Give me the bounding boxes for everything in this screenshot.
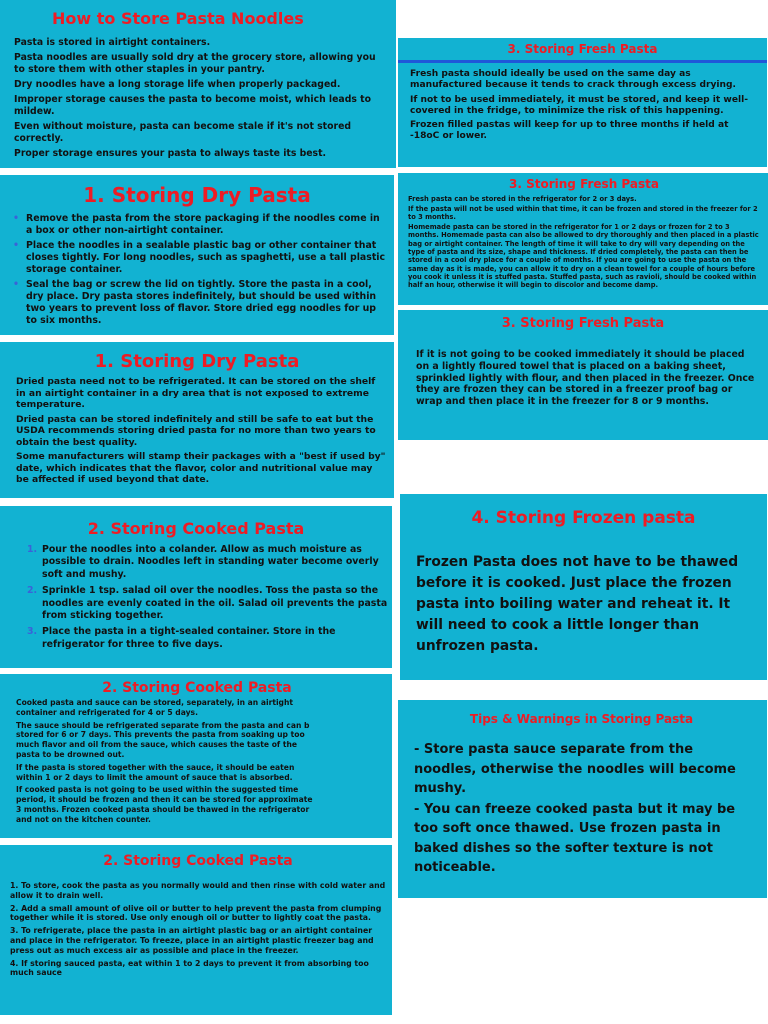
- cooked-pasta-card-notes: [0, 674, 392, 838]
- cooked-pasta-paragraph: Cooked pasta and sauce can be stored, separately, in an airtight container and refrigerated for 4 or 5 days.: [16, 698, 294, 717]
- fresh-pasta-card-details: [398, 173, 768, 305]
- fresh-pasta-body: [398, 63, 767, 143]
- list-number: 2.: [27, 585, 38, 597]
- cooked-pasta-list: [27, 544, 388, 651]
- intro-title: How to Store Pasta Noodles: [52, 9, 304, 28]
- list-item: [27, 626, 388, 651]
- dry-pasta-paragraph: Dried pasta need not to be refrigerated. It can be stored on the shelf in an airtight container in a dry area that is not exposed to extreme temperature.: [16, 376, 376, 411]
- intro-paragraph: Even without moisture, pasta can become stale if it's not stored correctly.: [14, 120, 352, 144]
- fresh-pasta-paragraph: If not to be used immediately, it must be stored, and keep it well-covered in the fridge, to minimize the risk of this happening.: [410, 94, 748, 116]
- cooked-pasta-step: 3. To refrigerate, place the pasta in an airtight plastic bag or an airtight container and place in the refrigerator. To freeze, place in an airtight plastic freezer bag and press out as much excess air as possible and place in the freezer.: [10, 926, 374, 955]
- cooked-pasta-paragraph: If the pasta is stored together with the sauce, it should be eaten within 1 or 2 days to limit the amount of sauce that is absorbed.: [16, 762, 295, 782]
- list-item: [27, 544, 388, 581]
- cooked-pasta-title: 2. Storing Cooked Pasta: [102, 680, 292, 696]
- fresh-pasta-card-intro: [398, 38, 767, 167]
- list-number: 3.: [27, 626, 38, 638]
- tips-title: Tips & Warnings in Storing Pasta: [469, 712, 694, 726]
- dry-pasta-paragraph: Some manufacturers will stamp their packages with a "best if used by" date, which indicates that the flavor, color and nutritional value may be affected if used beyond that date.: [16, 451, 386, 486]
- fresh-pasta-paragraph: Frozen filled pastas will keep for up to three months if held at -18oC or lower.: [410, 120, 729, 142]
- fresh-pasta-paragraph: Fresh pasta should ideally be used on the same day as manufactured because it tends to crack through excess drying.: [410, 69, 736, 91]
- frozen-pasta-paragraph: Frozen Pasta does not have to be thawed before it is cooked. Just place the frozen pasta into boiling water and reheat it. It will need to cook a little longer than unfrozen pasta.: [416, 554, 739, 654]
- intro-paragraph: Proper storage ensures your pasta to always taste its best.: [14, 147, 327, 159]
- fresh-pasta-card-freezing: [398, 310, 768, 440]
- dry-pasta-paragraph: Dried pasta can be stored indefinitely and still be safe to eat but the USDA recommends storing dried pasta for no more than two years to obtain the best quality.: [16, 413, 376, 448]
- frozen-pasta-title: 4. Storing Frozen pasta: [471, 508, 696, 528]
- fresh-pasta-paragraph: If the pasta will not be used within that time, it can be frozen and stored in the freezer for 2 to 3 months.: [408, 204, 758, 222]
- dry-pasta-list: [26, 213, 386, 328]
- cooked-pasta-title: 2. Storing Cooked Pasta: [87, 519, 305, 538]
- list-item: [27, 585, 388, 622]
- list-item-text: Pour the noodles into a colander. Allow as much moisture as possible to drain. Noodles left in standing water become overly soft and mushy.: [42, 544, 379, 580]
- list-item-text: Place the pasta in a tight-sealed container. Store in the refrigerator for three to five days.: [42, 626, 336, 650]
- tips-paragraph: - You can freeze cooked pasta but it may be too soft once thawed. Use frozen pasta in baked dishes so the softer texture is not noticeable.: [414, 801, 736, 875]
- fresh-pasta-paragraph: If it is not going to be cooked immediately it should be placed on a lightly floured towel that is placed on a baking sheet, sprinkled lightly with flour, and then placed in the freezer. Once they are frozen they can be stored in a freezer proof bag or wrap and then place it in the freezer for 8 or 9 months.: [416, 349, 755, 408]
- dry-pasta-title: 1. Storing Dry Pasta: [94, 351, 300, 372]
- cooked-pasta-step: 2. Add a small amount of olive oil or butter to help prevent the pasta from clumping together while it is stored. Use only enough oil or butter to lightly coat the pasta.: [10, 903, 382, 923]
- cooked-pasta-paragraph: The sauce should be refrigerated separate from the pasta and can b stored for 6 or 7 days. This prevents the pasta from soaking up too much flavor and oil from the sauce, which causes the taste of the pasta to be drowned out.: [16, 720, 310, 759]
- list-item: • Seal the bag or screw the lid on tightly. Store the pasta in a cool, dry place. Dry pasta stores indefinitely, but should be used within two years to prevent loss of flavor. Store dried egg noodles for up to six months.: [26, 279, 386, 328]
- dry-pasta-card-steps: [0, 175, 394, 335]
- dry-pasta-title: 1. Storing Dry Pasta: [83, 183, 311, 207]
- cooked-pasta-step: 1. To store, cook the pasta as you normally would and then rinse with cold water and allow it to drain well.: [10, 881, 386, 900]
- intro-paragraph: Improper storage causes the pasta to become moist, which leads to mildew.: [14, 93, 371, 117]
- list-number: 1.: [27, 544, 38, 555]
- cooked-pasta-title: 2. Storing Cooked Pasta: [103, 853, 293, 869]
- intro-paragraph: Dry noodles have a long storage life when properly packaged.: [14, 78, 341, 90]
- dry-pasta-card-notes: [0, 342, 394, 498]
- fresh-pasta-title: 3. Storing Fresh Pasta: [507, 42, 658, 56]
- frozen-pasta-card: [400, 494, 767, 680]
- fresh-pasta-title: 3. Storing Fresh Pasta: [501, 316, 665, 331]
- cooked-pasta-step: 4. If storing sauced pasta, eat within 1 to 2 days to prevent it from absorbing too much sauce: [10, 958, 369, 978]
- list-item-text: Sprinkle 1 tsp. salad oil over the noodles. Toss the pasta so the noodles are evenly coated in the oil. Salad oil prevents the pasta from sticking together.: [42, 585, 388, 622]
- cooked-pasta-paragraph: If cooked pasta is not going to be used within the suggested time period, it should be frozen and then it can be stored for approximate 3 months. Frozen cooked pasta should be thawed in the refrigerator and not on the kitchen counter.: [16, 785, 313, 824]
- tips-paragraph: - Store pasta sauce separate from the noodles, otherwise the noodles will become mushy.: [414, 742, 736, 796]
- cooked-pasta-card-steps: [0, 506, 392, 668]
- fresh-pasta-title: 3. Storing Fresh Pasta: [509, 177, 659, 191]
- fresh-pasta-paragraph: Homemade pasta can be stored in the refrigerator for 1 or 2 days or frozen for 2 to 3 months. Homemade pasta can also be allowed to dry thoroughly and then placed in a plastic bag or airtight container. The length of time it will take to dry will vary depending on the type of pasta and its size, shape and thickness. If dried completely, the pasta can then be stored in a cool dry place for a couple of months. If you are going to use the pasta on the same day as it is made, you can allow it to dry on a clean towel for a couple of hours before you cook it unless it is stuffed pasta. Stuffed pasta, such as ravioli, should be cooked within half an hour, otherwise it will begin to discolor and become damp.: [408, 223, 759, 290]
- intro-paragraph: Pasta is stored in airtight containers.: [14, 37, 211, 48]
- intro-paragraph: Pasta noodles are usually sold dry at the grocery store, allowing you to store them with other staples in your pantry.: [14, 51, 376, 75]
- cooked-pasta-card-howto: [0, 845, 392, 1015]
- tips-card: [398, 700, 767, 898]
- fresh-pasta-paragraph: Fresh pasta can be stored in the refrigerator for 2 or 3 days.: [408, 195, 637, 203]
- list-item: • Remove the pasta from the store packaging if the noodles come in a box or other non-airtight container.: [26, 213, 386, 237]
- intro-card: [0, 0, 396, 168]
- list-item: • Place the noodles in a sealable plastic bag or other container that closes tightly. For long noodles, such as spaghetti, use a tall plastic storage container.: [26, 240, 386, 277]
- fresh-pasta-header: [398, 38, 767, 60]
